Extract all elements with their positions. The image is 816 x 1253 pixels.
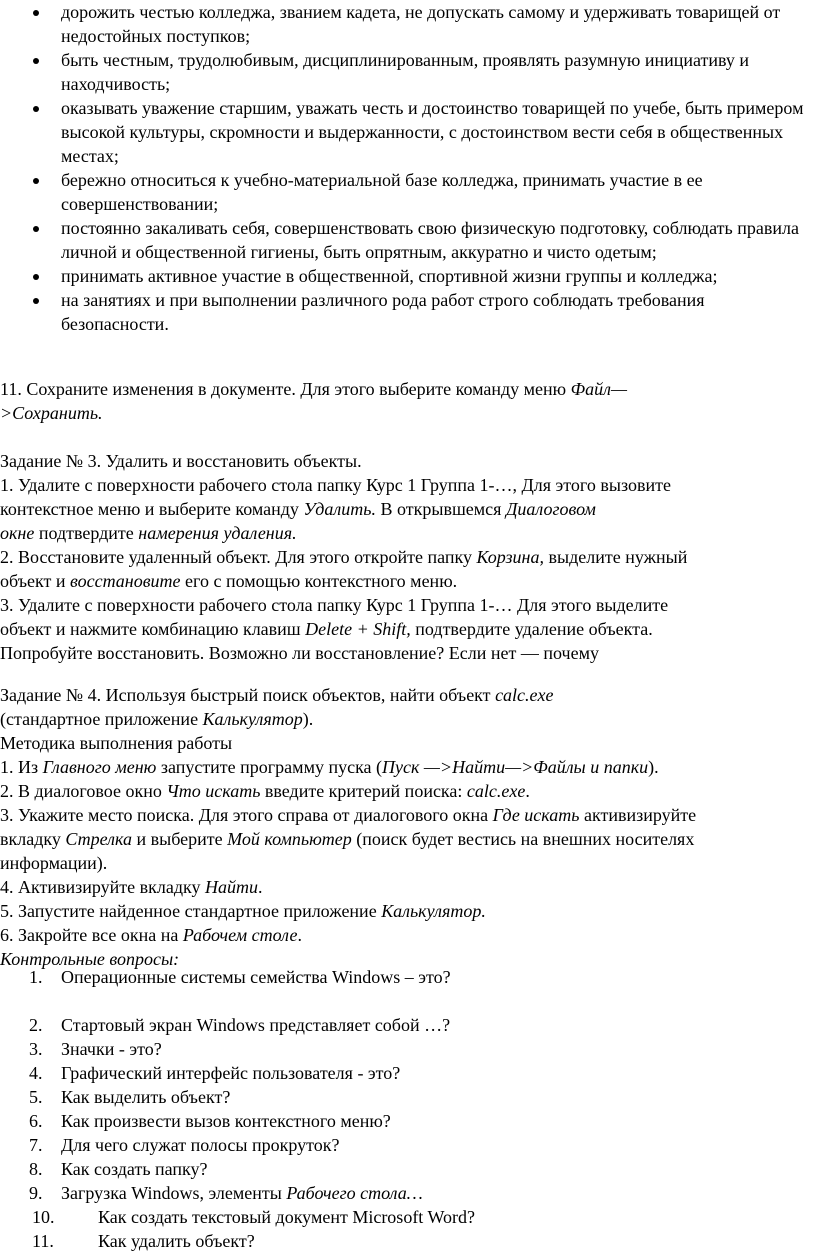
list-item: 2. Стартовый экран Windows представляет собой …?	[29, 1015, 451, 1035]
task-3: Задание № 3. Удалить и восстановить объекты. 1. Удалите с поверхности рабочего стола папку Курс 1 Группа 1-…, Для этого вызовите контекстное меню и выберите команду Удалить. В открывшемся Диалоговом окне подтвердите намерения удаления. 2. Восстановите удаленный объект. Для этого откройте папку Корзина, выделите нужный объект и восстановите его с помощью контекстного меню. 3. Удалите с поверхности рабочего стола папку Курс 1 Группа 1-… Для этого выделите объект и нажмите комбинацию клавиш Delete + Shift, подтвердите удаление объекта. Попробуйте восстановить. Возможно ли восстановление? Если нет — почему	[0, 449, 812, 665]
list-item: принимать активное участие в общественной, спортивной жизни группы и колледжа;	[0, 264, 816, 288]
task-4: Задание № 4. Используя быстрый поиск объектов, найти объект calc.exe (стандартное приложение Калькулятор). Методика выполнения работы 1. Из Главного меню запустите программу пуска (Пуск —>Найти—>Файлы и папки). 2. В диалоговое окно Что искать введите критерий поиска: calc.exe. 3. Укажите место поиска. Для этого справа от диалогового окна Где искать активизируйте вкладку Стрелка и выберите Мой компьютер (поиск будет вестись на внешних носителях информации). 4. Активизируйте вкладку Найти. 5. Запустите найденное стандартное приложение Калькулятор. 6. Закройте все окна на Рабочем столе. Контрольные вопросы:	[0, 683, 812, 971]
bullet-list	[0, 0, 816, 336]
list-item: 10. Как создать текстовый документ Microsoft Word?	[32, 1207, 476, 1227]
list-item: 1. Операционные системы семейства Windows – это?	[29, 967, 451, 987]
list-item: 8. Как создать папку?	[29, 1159, 208, 1179]
list-item: 7. Для чего служат полосы прокруток?	[29, 1135, 340, 1155]
list-item: быть честным, трудолюбивым, дисциплинированным, проявлять разумную инициативу и находчивость;	[0, 48, 816, 96]
list-item: 11. Как удалить объект?	[32, 1231, 255, 1251]
list-item: 9. Загрузка Windows, элементы Рабочего стола…	[29, 1183, 423, 1203]
list-item: 3. Значки - это?	[29, 1039, 162, 1059]
list-item: на занятиях и при выполнении различного рода работ строго соблюдать требования безопасности.	[0, 288, 816, 336]
list-item: 5. Как выделить объект?	[29, 1087, 231, 1107]
step-11: 11. Сохраните изменения в документе. Для этого выберите команду меню Файл— >Сохранить.	[0, 379, 627, 423]
list-item: оказывать уважение старшим, уважать честь и достоинство товарищей по учебе, быть примером высокой культуры, скромности и выдержанности, с достоинством вести себя в общественных местах;	[0, 96, 816, 168]
list-item: 4. Графический интерфейс пользователя - это?	[29, 1063, 401, 1083]
task-4-title: Задание № 4. Используя быстрый поиск объектов, найти объект calc.exe	[0, 685, 554, 705]
list-item: 6. Как произвести вызов контекстного меню?	[29, 1111, 391, 1131]
questions-list	[0, 965, 812, 1253]
list-item: постоянно закаливать себя, совершенствовать свою физическую подготовку, соблюдать правила личной и общественной гигиены, быть опрятным, аккуратно и чисто одетым;	[0, 216, 816, 264]
list-item: дорожить честью колледжа, званием кадета, не допускать самому и удерживать товарищей от недостойных поступков;	[0, 0, 816, 48]
list-item: бережно относиться к учебно-материальной базе колледжа, принимать участие в ее совершенствовании;	[0, 168, 816, 216]
task-3-title: Задание № 3. Удалить и восстановить объекты.	[0, 451, 362, 471]
questions-title: Контрольные вопросы:	[0, 949, 180, 969]
